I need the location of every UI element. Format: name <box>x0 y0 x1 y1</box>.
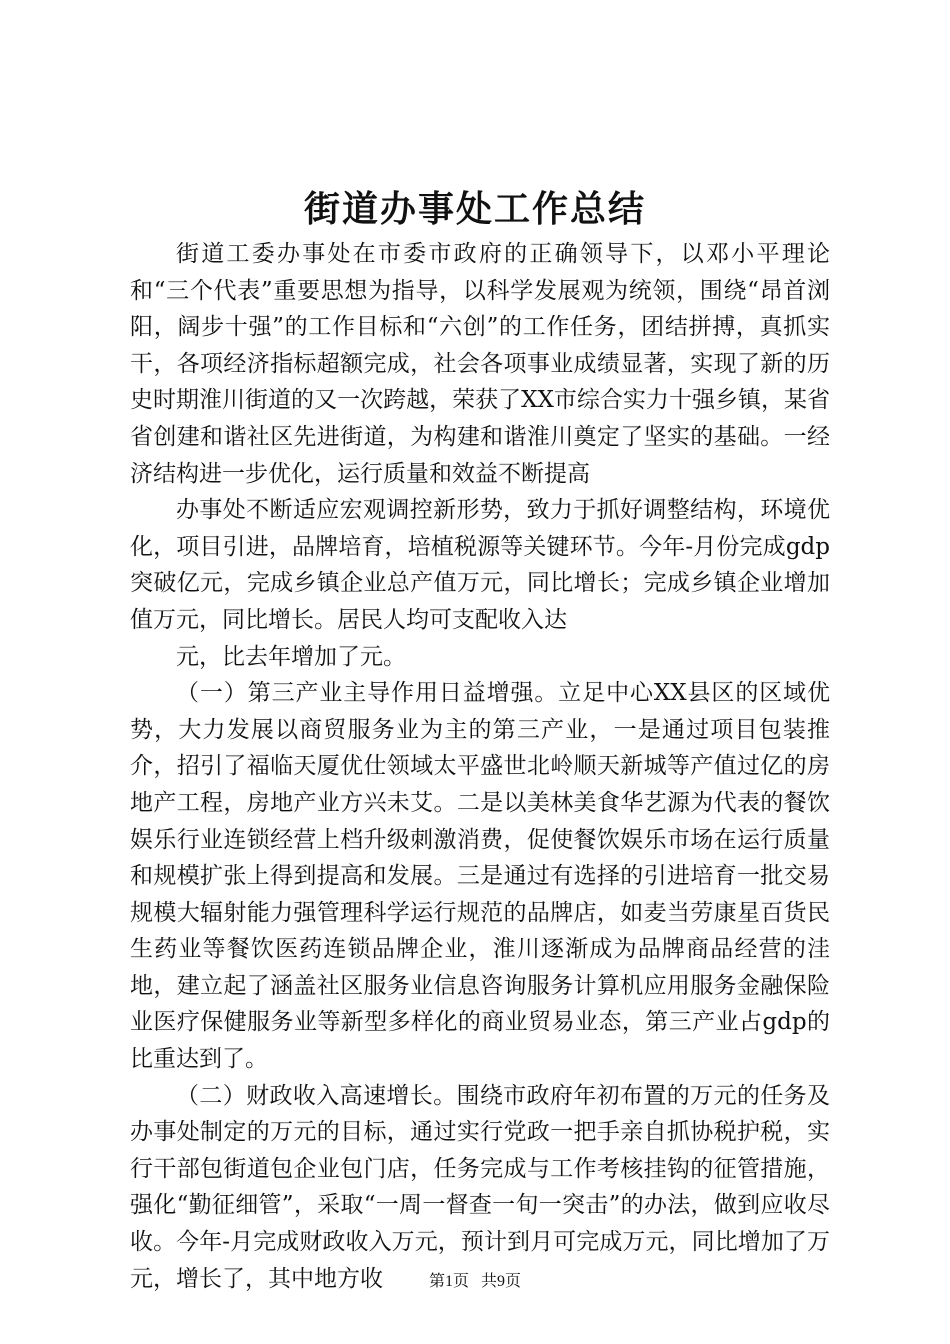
paragraph-intro: 街道工委办事处在市委市政府的正确领导下，以邓小平理论和“三个代表”重要思想为指导，以科学发展观为统领，围绕“昂首浏阳，阔步十强”的工作目标和“六创”的工作任务，团结拼搏，真抓实干，各项经济指标超额完成，社会各项事业成绩显著，实现了新的历史时期淮川街道的又一次跨越，荣获了XX市综合实力十强乡镇，某省省创建和谐社区先进街道，为构建和谐淮川奠定了坚实的基础。一经济结构进一步优化，运行质量和效益不断提高 <box>130 241 830 487</box>
paragraph-fiscal-revenue: （二）财政收入高速增长。围绕市政府年初布置的万元的任务及办事处制定的万元的目标，通过实行党政一把手亲自抓协税护税，实行干部包街道包企业包门店，任务完成与工作考核挂钩的征管措施，强化“勤征细管”，采取“一周一督查一旬一突击”的办法，做到应收尽收。今年-月完成财政收入万元，预计到月可完成万元，同比增加了万元，增长了，其中地方收 <box>130 1082 830 1292</box>
page-footer <box>0 1272 950 1292</box>
document-title: 街道办事处工作总结 <box>303 188 646 230</box>
paragraph-income: 元，比去年增加了元。 <box>176 643 406 670</box>
paragraph-economy: 办事处不断适应宏观调控新形势，致力于抓好调整结构，环境优化，项目引进，品牌培育，培植税源等关键环节。今年-月份完成gdp突破亿元，完成乡镇企业总产值万元，同比增长；完成乡镇企业增加值万元，同比增长。居民人均可支配收入达 <box>130 497 830 633</box>
paragraph-tertiary-industry: （一）第三产业主导作用日益增强。立足中心XX县区的区域优势，大力发展以商贸服务业为主的第三产业，一是通过项目包装推介，招引了福临天厦优仕领域太平盛世北岭顺天新城等产值过亿的房地产工程，房地产业方兴未艾。二是以美林美食华艺源为代表的餐饮娱乐行业连锁经营上档升级刺激消费，促使餐饮娱乐市场在运行质量和规模扩张上得到提高和发展。三是通过有选择的引进培育一批交易规模大辐射能力强管理科学运行规范的品牌店，如麦当劳康星百货民生药业等餐饮医药连锁品牌企业，淮川逐渐成为品牌商品经营的洼地，建立起了涵盖社区服务业信息咨询服务计算机应用服务金融保险业医疗保健服务业等新型多样化的商业贸易业态，第三产业占gdp的比重达到了。 <box>130 680 830 1073</box>
document-body <box>130 236 830 1297</box>
page-number: 第1页 <box>428 1273 469 1290</box>
page-total: 共9页 <box>481 1273 522 1290</box>
